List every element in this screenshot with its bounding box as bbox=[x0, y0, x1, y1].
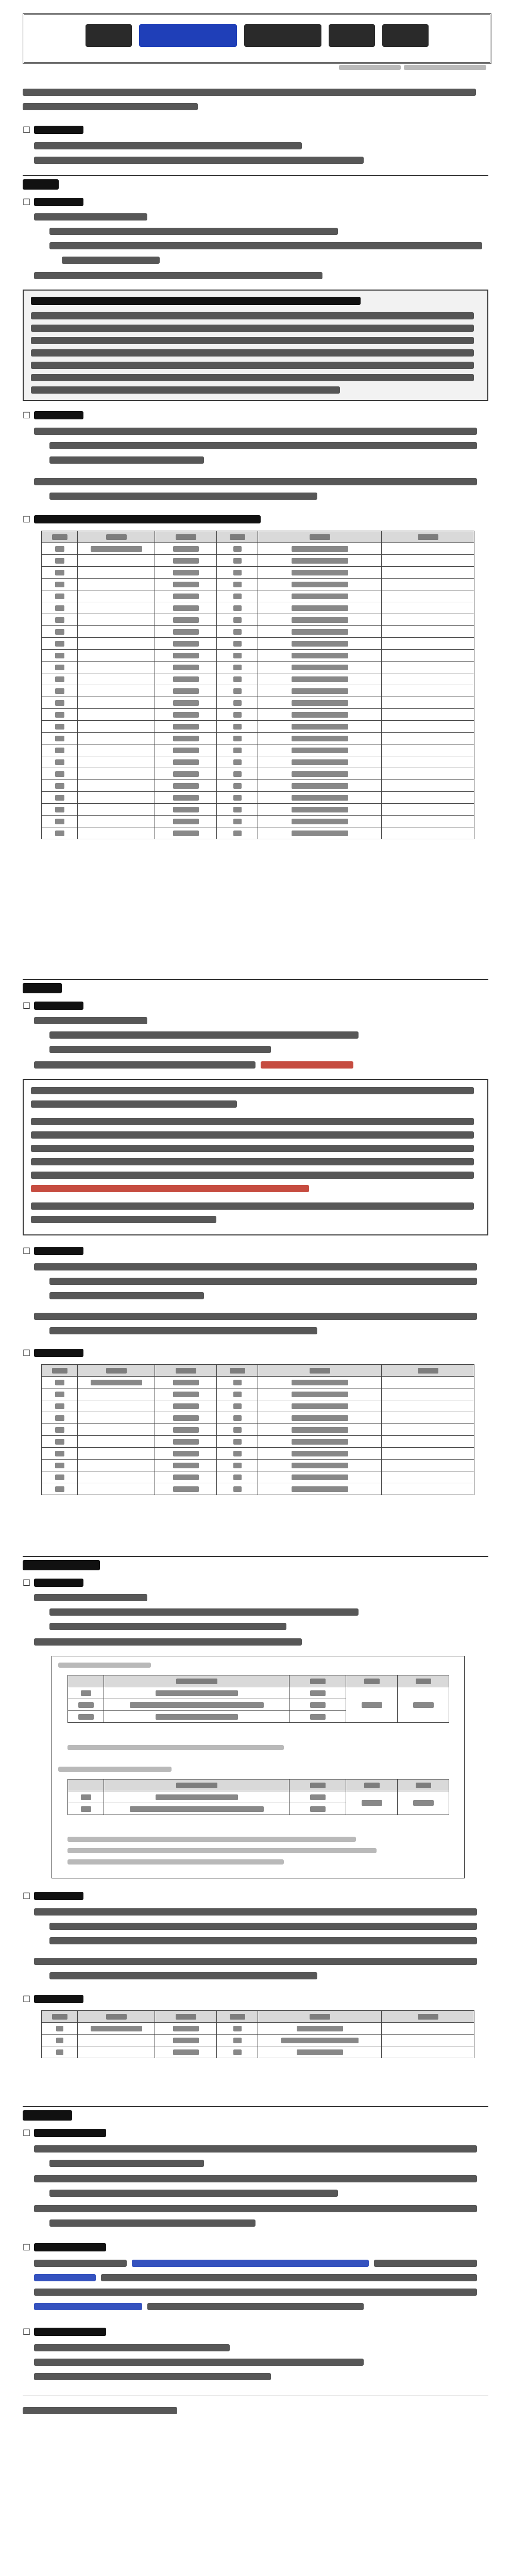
table-row bbox=[42, 1388, 474, 1400]
overview-line bbox=[34, 157, 364, 164]
process-line bbox=[34, 1908, 477, 1916]
table-row bbox=[42, 768, 474, 780]
criteria-line bbox=[49, 1608, 359, 1616]
table-row bbox=[42, 590, 474, 602]
scoring-criteria-figure bbox=[52, 1656, 465, 1878]
appeal-line bbox=[34, 2260, 127, 2267]
table-row bbox=[42, 733, 474, 744]
process-line bbox=[49, 1937, 477, 1944]
section-header-artistic-swimming bbox=[23, 1556, 488, 1572]
square-bullet-icon: □ bbox=[23, 1993, 31, 2003]
appeal-line bbox=[34, 2274, 96, 2281]
table-row bbox=[42, 804, 474, 816]
process-line bbox=[49, 1923, 477, 1930]
square-bullet-icon: □ bbox=[23, 196, 31, 206]
table-row bbox=[42, 1412, 474, 1424]
appeal-line bbox=[374, 2260, 477, 2267]
table-row bbox=[42, 579, 474, 590]
criteria-line bbox=[34, 1061, 256, 1069]
appeal-line bbox=[101, 2274, 477, 2281]
table-row bbox=[42, 1460, 474, 1471]
table-row bbox=[42, 673, 474, 685]
process-line bbox=[49, 1972, 317, 1979]
criteria-note-box bbox=[23, 1079, 488, 1235]
section-heading bbox=[34, 411, 83, 419]
square-bullet-icon: □ bbox=[23, 2127, 31, 2137]
appeal-line bbox=[34, 2289, 477, 2296]
process-line bbox=[34, 1313, 477, 1320]
process-line bbox=[34, 1958, 477, 1965]
square-bullet-icon: □ bbox=[23, 1245, 31, 1255]
table-row bbox=[42, 709, 474, 721]
common-line bbox=[49, 2160, 204, 2167]
common-line bbox=[34, 2145, 477, 2153]
table-row bbox=[42, 780, 474, 792]
section-heading bbox=[34, 1579, 83, 1587]
dateline bbox=[332, 65, 486, 70]
section-heading bbox=[34, 1995, 83, 2003]
table-row bbox=[42, 1424, 474, 1436]
section-heading bbox=[34, 126, 83, 134]
table-row bbox=[42, 1471, 474, 1483]
table-row bbox=[42, 685, 474, 697]
section-header-common bbox=[23, 2106, 488, 2123]
square-bullet-icon: □ bbox=[23, 1577, 31, 1587]
square-bullet-icon: □ bbox=[23, 1347, 31, 1357]
table-row bbox=[42, 827, 474, 839]
appeal-line bbox=[132, 2260, 369, 2267]
criteria-line bbox=[49, 242, 482, 249]
contact-line bbox=[34, 2359, 364, 2366]
process-line bbox=[49, 1278, 477, 1285]
table-row bbox=[42, 721, 474, 733]
section-heading bbox=[34, 2328, 106, 2336]
process-line bbox=[49, 456, 204, 464]
table-row bbox=[42, 1377, 474, 1388]
table-row bbox=[42, 614, 474, 626]
criteria-line bbox=[49, 1031, 359, 1039]
table-row bbox=[42, 638, 474, 650]
table-row bbox=[42, 816, 474, 827]
section-heading bbox=[34, 515, 261, 523]
criteria-note-box bbox=[23, 290, 488, 401]
table-row bbox=[42, 626, 474, 638]
criteria-line bbox=[261, 1061, 353, 1069]
intro-line bbox=[23, 103, 198, 110]
attachment-line bbox=[23, 2407, 177, 2414]
table-row bbox=[42, 543, 474, 555]
title-frame bbox=[23, 13, 491, 64]
common-line bbox=[49, 2219, 256, 2227]
page-title bbox=[24, 24, 490, 47]
criteria-line bbox=[49, 1623, 286, 1630]
table-row bbox=[42, 662, 474, 673]
process-line bbox=[49, 442, 477, 449]
section-heading bbox=[34, 1002, 83, 1010]
table-row bbox=[42, 650, 474, 662]
section-heading bbox=[34, 2129, 106, 2137]
section-heading bbox=[34, 1892, 83, 1900]
process-line bbox=[34, 428, 477, 435]
square-bullet-icon: □ bbox=[23, 1000, 31, 1010]
common-line bbox=[34, 2175, 477, 2182]
section-header-diving bbox=[23, 979, 488, 995]
criteria-line bbox=[62, 257, 160, 264]
section-heading bbox=[34, 2243, 106, 2251]
process-line bbox=[49, 493, 317, 500]
intro-line bbox=[23, 89, 476, 96]
selection-table-swimming bbox=[41, 531, 474, 839]
table-row bbox=[42, 555, 474, 567]
overview-line bbox=[34, 142, 302, 149]
table-row bbox=[42, 567, 474, 579]
table-row bbox=[42, 697, 474, 709]
process-line bbox=[49, 1327, 317, 1334]
common-line bbox=[49, 2190, 338, 2197]
table-row bbox=[42, 1436, 474, 1448]
square-bullet-icon: □ bbox=[23, 514, 31, 523]
criteria-line bbox=[49, 1046, 271, 1053]
appeal-line bbox=[34, 2303, 142, 2310]
square-bullet-icon: □ bbox=[23, 2326, 31, 2336]
criteria-line bbox=[34, 272, 322, 279]
appeal-line bbox=[147, 2303, 364, 2310]
square-bullet-icon: □ bbox=[23, 124, 31, 134]
section-header-shooting bbox=[23, 175, 488, 192]
contact-line bbox=[34, 2373, 271, 2380]
selection-table-artistic-swimming bbox=[41, 2010, 474, 2058]
table-row bbox=[42, 744, 474, 756]
criteria-line bbox=[34, 213, 147, 221]
process-line bbox=[34, 1263, 477, 1270]
section-heading bbox=[34, 198, 83, 206]
square-bullet-icon: □ bbox=[23, 1890, 31, 1900]
criteria-line bbox=[34, 1638, 302, 1646]
table-row bbox=[42, 1400, 474, 1412]
section-heading bbox=[34, 1247, 83, 1255]
section-heading bbox=[34, 1349, 83, 1357]
square-bullet-icon: □ bbox=[23, 2242, 31, 2251]
criteria-line bbox=[34, 1017, 147, 1024]
process-line bbox=[49, 1292, 204, 1299]
contact-line bbox=[34, 2344, 230, 2351]
table-row bbox=[42, 792, 474, 804]
table-row bbox=[42, 1483, 474, 1495]
common-line bbox=[34, 2205, 477, 2212]
table-row bbox=[42, 1448, 474, 1460]
square-bullet-icon: □ bbox=[23, 410, 31, 419]
process-line bbox=[34, 478, 477, 485]
selection-table-diving bbox=[41, 1364, 474, 1495]
table-row bbox=[42, 602, 474, 614]
table-row bbox=[42, 756, 474, 768]
criteria-line bbox=[49, 228, 338, 235]
criteria-line bbox=[34, 1594, 147, 1601]
